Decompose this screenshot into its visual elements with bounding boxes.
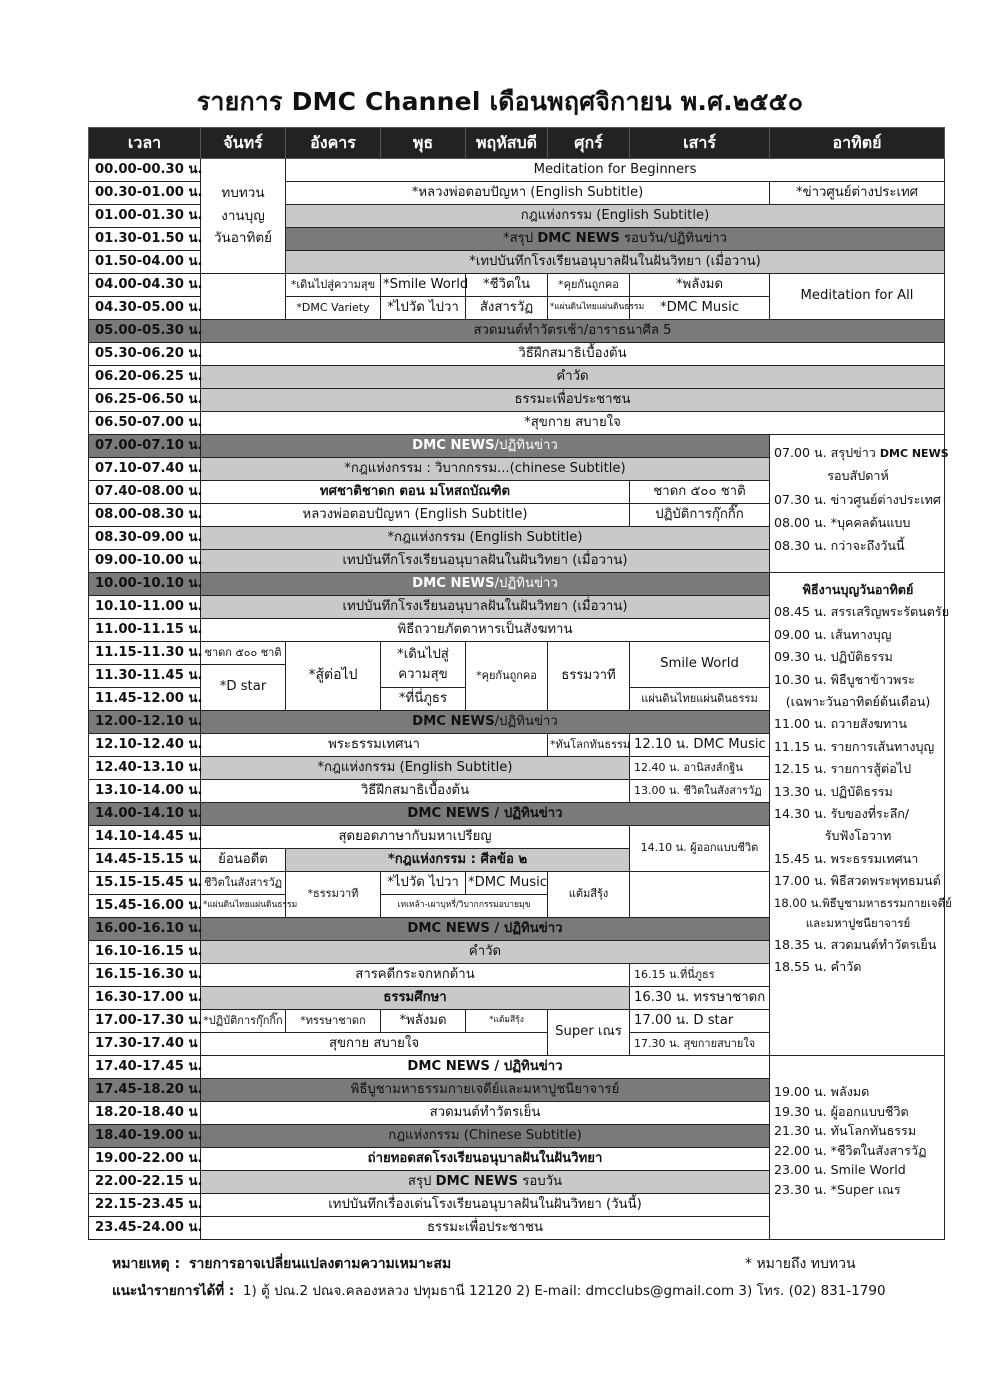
sunday-ceremony-title: พิธีงานบุญวันอาทิตย์: [802, 582, 914, 597]
program-cell: ธรรมะเพื่อประชาชน: [201, 389, 945, 412]
sunday-line: และมหาปูชนียาจารย์: [805, 916, 911, 931]
program-cell: Super เณร: [548, 1010, 630, 1056]
footer-note-text: รายการอาจเปลี่ยนแปลงตามความเหมาะสม: [189, 1256, 452, 1272]
program-cell: *แผ่นดินไทยแผ่นดินธรรม: [201, 895, 286, 918]
footer-contact-label: แนะนำรายการได้ที่ :: [112, 1283, 235, 1299]
sunday-line: 11.00 น. ถวายสังฆทาน: [774, 716, 907, 732]
program-cell: ธรรมวาที: [548, 642, 630, 711]
mon-rerun-line: งานบุญ: [221, 207, 265, 224]
time-cell: 10.10-11.00 น.: [89, 596, 201, 619]
dmc-news-text: DMC NEWS: [435, 1173, 519, 1189]
program-cell: *พลังมด: [630, 274, 770, 297]
time-cell: 18.20-18.40 น: [89, 1102, 201, 1125]
header-wednesday: พุธ: [381, 128, 466, 159]
time-cell: 07.10-07.40 น.: [89, 458, 201, 481]
program-cell: [286, 228, 945, 251]
time-cell: 08.00-08.30 น.: [89, 504, 201, 527]
program-text: รอบวัน/ปฏิทินข่าว: [619, 230, 727, 246]
dmc-news-text: DMC NEWS: [412, 437, 495, 453]
program-cell: 12.10 น. DMC Music: [630, 734, 770, 757]
sunday-line: 07.30 น. ข่าวศูนย์ต่างประเทศ: [774, 491, 941, 507]
schedule-row: [89, 573, 945, 596]
sunday-line: 12.15 น. รายการสู้ต่อไป: [774, 761, 912, 777]
sunday-line: 08.30 น. กว่าจะถึงวันนี้: [774, 538, 905, 554]
schedule-row: [89, 343, 945, 366]
program-cell: *กฎแห่งกรรม : ศีลข้อ ๒: [286, 849, 630, 872]
sunday-line: 21.30 น. ทันโลกทันธรรม: [774, 1123, 917, 1139]
program-cell: 16.15 น.ที่นี่ภูธร: [630, 964, 770, 987]
time-cell: 09.00-10.00 น.: [89, 550, 201, 573]
program-text: *เดินไปสู่: [397, 646, 449, 662]
time-cell: 06.50-07.00 น.: [89, 412, 201, 435]
program-cell: 17.30 น. สุขกายสบายใจ: [630, 1033, 770, 1056]
sunday-line: 18.00 น.พิธีบูชามหาธรรมกายเจดีย์: [774, 895, 952, 910]
footer-contact-text: 1) ตู้ ปณ.2 ปณจ.คลองหลวง ปทุมธานี 12120 2) E-mail: dmcclubs@gmail.com 3) โทร. (02) 831-1790: [242, 1283, 886, 1299]
program-cell: ชาดก ๕๐๐ ชาติ: [630, 481, 770, 504]
header-tuesday: อังคาร: [286, 128, 381, 159]
time-cell: 23.45-24.00 น.: [89, 1217, 201, 1240]
time-cell: 00.30-01.00 น.: [89, 182, 201, 205]
program-cell: 12.40 น. อานิสงส์กฐิน: [630, 757, 770, 780]
time-cell: 17.00-17.30 น.: [89, 1010, 201, 1033]
program-cell-sunday: *ข่าวศูนย์ต่างประเทศ: [770, 182, 945, 205]
program-cell: พิธีถวายภัตตาหารเป็นสังฆทาน: [201, 619, 770, 642]
program-text: ความสุข: [398, 666, 448, 682]
sunday-line: 17.00 น. พิธีสวดพระพุทธมนต์: [774, 873, 941, 889]
sunday-line: 14.30 น. รับของที่ระลึก/: [774, 806, 910, 822]
program-cell: สารคดีกระจกหกด้าน: [201, 964, 630, 987]
program-text: /ปฏิทินข่าว: [494, 575, 558, 591]
program-cell: Smile World: [630, 642, 770, 688]
program-cell: วิธีฝึกสมาธิเบื้องต้น: [201, 343, 945, 366]
program-cell: *D star: [201, 665, 286, 711]
mon-rerun-line: วันอาทิตย์: [213, 230, 273, 247]
header-thursday: พฤหัสบดี: [466, 128, 548, 159]
program-cell: Meditation for Beginners: [286, 159, 945, 182]
program-cell: ธรรมศึกษา: [201, 987, 630, 1010]
time-cell: 06.25-06.50 น.: [89, 389, 201, 412]
time-cell: 16.30-17.00 น.: [89, 987, 201, 1010]
program-cell: *ทรรษาชาดก: [286, 1010, 381, 1033]
sunday-line: 10.30 น. พิธีบูชาข้าวพระ: [774, 671, 915, 687]
program-cell: *DMC Music: [466, 872, 548, 895]
program-text: รอบวัน: [518, 1173, 563, 1189]
sunday-line: รับฟังโอวาท: [824, 828, 892, 844]
program-cell: *กฎแห่งกรรม (English Subtitle): [201, 527, 770, 550]
program-cell: หลวงพ่อตอบปัญหา (English Subtitle): [201, 504, 630, 527]
program-cell: ชีวิตในสังสารวัฏ: [201, 872, 286, 895]
time-cell: 12.10-12.40 น.: [89, 734, 201, 757]
time-cell: 14.00-14.10 น.: [89, 803, 201, 826]
program-cell: แต้มสีรุ้ง: [548, 872, 630, 918]
sunday-line: 22.00 น. *ชีวิตในสังสารวัฏ: [774, 1142, 927, 1158]
monday-rerun-block: [201, 159, 286, 274]
time-cell: 08.30-09.00 น.: [89, 527, 201, 550]
monday-empty-cell: [201, 274, 286, 320]
time-cell: 16.15-16.30 น.: [89, 964, 201, 987]
program-cell: *ทันโลกทันธรรม: [548, 734, 630, 757]
schedule-row: [89, 320, 945, 343]
sunday-text: 07.00 น. สรุปข่าว: [774, 445, 880, 460]
program-cell: ย้อนอดีต: [201, 849, 286, 872]
program-cell: เทปบันทึกเรื่องเด่นโรงเรียนอนุบาลฝันในฝันวิทยา (วันนี้): [201, 1194, 770, 1217]
program-cell: [201, 711, 770, 734]
program-cell: *แต้มสีรุ้ง: [466, 1010, 548, 1033]
mon-rerun-line: ทบทวน: [221, 184, 265, 201]
schedule-row: [89, 159, 945, 182]
time-cell: 14.45-15.15 น.: [89, 849, 201, 872]
header-sunday: อาทิตย์: [770, 128, 945, 159]
sunday-line: 09.00 น. เส้นทางบุญ: [774, 626, 892, 642]
program-cell: กฎแห่งกรรม (Chinese Subtitle): [201, 1125, 770, 1148]
page-title: รายการ DMC Channel เดือนพฤศจิกายน พ.ศ.๒๕๕๐: [196, 87, 804, 116]
time-cell: 11.15-11.30 น.: [89, 642, 201, 665]
dmc-news-text: DMC NEWS: [412, 575, 495, 591]
time-cell: 15.15-15.45 น.: [89, 872, 201, 895]
program-cell: *ปฏิบัติการกุ๊กกิ๊ก: [201, 1010, 286, 1033]
program-cell: 13.00 น. ชีวิตในสังสารวัฏ: [630, 780, 770, 803]
header-saturday: เสาร์: [630, 128, 770, 159]
program-cell: *กฎแห่งกรรม (English Subtitle): [201, 757, 630, 780]
time-cell: 17.45-18.20 น.: [89, 1079, 201, 1102]
program-cell: *Smile World: [381, 274, 466, 297]
program-cell: [381, 642, 466, 688]
schedule-row: [89, 1056, 945, 1079]
program-cell: *ที่นี่ภูธร: [381, 688, 466, 711]
program-cell: *เดินไปสู่ความสุข: [286, 274, 381, 297]
time-cell: 16.10-16.15 น.: [89, 941, 201, 964]
sunday-line: 11.15 น. รายการเส้นทางบุญ: [774, 738, 935, 754]
program-cell: ชาดก ๕๐๐ ชาติ: [201, 642, 286, 665]
program-cell: [201, 573, 770, 596]
time-cell: 11.00-11.15 น.: [89, 619, 201, 642]
time-cell: 11.30-11.45 น.: [89, 665, 201, 688]
schedule-row: [89, 412, 945, 435]
program-text: สรุป: [407, 1173, 436, 1189]
time-cell: 01.50-04.00 น.: [89, 251, 201, 274]
sunday-line: 08.45 น. สรรเสริญพระรัตนตรัย: [774, 604, 950, 620]
sunday-line: 19.00 น. พลังมด: [774, 1084, 870, 1099]
sunday-line: รอบสัปดาห์: [827, 468, 889, 484]
program-cell: *ธรรมวาที: [286, 872, 381, 918]
program-cell: ถ่ายทอดสดโรงเรียนอนุบาลฝันในฝันวิทยา: [201, 1148, 770, 1171]
time-cell: 12.00-12.10 น.: [89, 711, 201, 734]
program-cell: *ชีวิตใน: [466, 274, 548, 297]
time-cell: 10.00-10.10 น.: [89, 573, 201, 596]
program-cell: *คุยกันถูกคอ: [548, 274, 630, 297]
time-cell: 11.45-12.00 น.: [89, 688, 201, 711]
program-cell: *ไปวัด ไปวา: [381, 297, 466, 320]
program-text: /ปฏิทินข่าว: [494, 713, 558, 729]
time-cell: 01.30-01.50 น.: [89, 228, 201, 251]
footer-contact: [112, 1279, 886, 1301]
time-cell: 16.00-16.10 น.: [89, 918, 201, 941]
program-cell: *DMC Music: [630, 297, 770, 320]
sunday-line: [774, 441, 949, 464]
dmc-news-text: DMC NEWS: [412, 713, 495, 729]
schedule-row: [89, 389, 945, 412]
program-cell: *ไปวัด ไปวา: [381, 872, 466, 895]
sunday-line: 18.55 น. คำวัด: [774, 959, 862, 975]
time-cell: 06.20-06.25 น.: [89, 366, 201, 389]
program-cell: สวดมนต์ทำวัตรเย็น: [201, 1102, 770, 1125]
sunday-line: 13.30 น. ปฏิบัติธรรม: [774, 783, 893, 799]
program-cell: สวดมนต์ทำวัตรเช้า/อาราธนาศีล 5: [201, 320, 945, 343]
program-cell: พระธรรมเทศนา: [201, 734, 548, 757]
program-cell: สังสารวัฏ: [466, 297, 548, 320]
schedule-table: [88, 127, 952, 1240]
sunday-line: 23.30 น. *Super เณร: [774, 1181, 901, 1197]
time-cell: 22.00-22.15 น.: [89, 1171, 201, 1194]
dmc-news-text: DMC NEWS: [537, 230, 620, 246]
time-cell: 05.00-05.30 น.: [89, 320, 201, 343]
schedule-row: [89, 274, 945, 297]
program-cell: 16.30 น. ทรรษาชาดก: [630, 987, 770, 1010]
header-monday: จันทร์: [201, 128, 286, 159]
footer-asterisk-note: * หมายถึง ทบทวน: [745, 1256, 856, 1272]
program-cell: สุขกาย สบายใจ: [201, 1033, 548, 1056]
sunday-ceremony-block: [770, 573, 952, 1056]
time-cell: 01.00-01.30 น.: [89, 205, 201, 228]
program-cell: DMC NEWS / ปฏิทินข่าว: [201, 1056, 770, 1079]
time-cell: 13.10-14.00 น.: [89, 780, 201, 803]
program-cell: ธรรมะเพื่อประชาชน: [201, 1217, 770, 1240]
program-cell: เทปบันทึกโรงเรียนอนุบาลฝันในฝันวิทยา (เมื่อวาน): [201, 596, 770, 619]
time-cell: 07.40-08.00 น.: [89, 481, 201, 504]
program-cell: *หลวงพ่อตอบปัญหา (English Subtitle): [286, 182, 770, 205]
program-cell: วิธีฝึกสมาธิเบื้องต้น: [201, 780, 630, 803]
time-cell: 18.40-19.00 น.: [89, 1125, 201, 1148]
program-cell: พิธีบูชามหาธรรมกายเจดีย์และมหาปูชนียาจารย์: [201, 1079, 770, 1102]
header-friday: ศุกร์: [548, 128, 630, 159]
program-cell-sunday: Meditation for All: [770, 274, 945, 320]
program-cell: *DMC Variety: [286, 297, 381, 320]
header-time: เวลา: [89, 128, 201, 159]
program-cell: *เทปบันทึกโรงเรียนอนุบาลฝันในฝันวิทยา (เมื่อวาน): [286, 251, 945, 274]
time-cell: 19.00-22.00 น.: [89, 1148, 201, 1171]
program-cell: สุดยอดภาษากับมหาเปรียญ: [201, 826, 630, 849]
program-cell: [201, 1171, 770, 1194]
sunday-line: 09.30 น. ปฏิบัติธรรม: [774, 649, 893, 665]
time-cell: 15.45-16.00 น.: [89, 895, 201, 918]
program-cell: คำวัด: [201, 941, 770, 964]
time-cell: 17.30-17.40 น: [89, 1033, 201, 1056]
sunday-line: 18.35 น. สวดมนต์ทำวัตรเย็น: [774, 936, 937, 952]
program-cell: คำวัด: [201, 366, 945, 389]
program-cell: *สู้ต่อไป: [286, 642, 381, 711]
header-row: [89, 128, 945, 159]
program-cell: *สุขกาย สบายใจ: [201, 412, 945, 435]
program-cell: ปฏิบัติการกุ๊กกิ๊ก: [630, 504, 770, 527]
program-text: *สรุป: [503, 230, 538, 246]
schedule-row: [89, 366, 945, 389]
program-text: /ปฏิทินข่าว: [494, 437, 558, 453]
program-cell: *แผ่นดินไทยแผ่นดินธรรม: [548, 297, 630, 320]
schedule-row: [89, 435, 945, 458]
time-cell: 12.40-13.10 น.: [89, 757, 201, 780]
time-cell: 00.00-00.30 น.: [89, 159, 201, 182]
sunday-line: 23.00 น. Smile World: [774, 1162, 906, 1178]
program-cell: [201, 435, 770, 458]
sunday-line: 19.30 น. ผู้ออกแบบชีวิต: [774, 1103, 909, 1119]
time-cell: 17.40-17.45 น.: [89, 1056, 201, 1079]
footer-note-label: หมายเหตุ :: [112, 1256, 181, 1272]
dmc-news-text: DMC NEWS: [879, 447, 949, 460]
time-cell: 04.00-04.30 น.: [89, 274, 201, 297]
program-cell: เทเหล้า-เผาบุหรี่/วิบากกรรมอบายมุข: [381, 895, 548, 918]
program-cell: แผ่นดินไทยแผ่นดินธรรม: [630, 688, 770, 711]
time-cell: 14.10-14.45 น.: [89, 826, 201, 849]
program-cell: 14.10 น. ผู้ออกแบบชีวิต: [630, 826, 770, 872]
sunday-line: (เฉพาะวันอาทิตย์ต้นเดือน): [785, 694, 931, 710]
time-cell: 22.15-23.45 น.: [89, 1194, 201, 1217]
program-cell: DMC NEWS / ปฏิทินข่าว: [201, 803, 770, 826]
time-cell: 04.30-05.00 น.: [89, 297, 201, 320]
program-cell: *กฎแห่งกรรม : วิบากกรรม...(chinese Subtitle): [201, 458, 770, 481]
program-cell: เทปบันทึกโรงเรียนอนุบาลฝันในฝันวิทยา (เมื่อวาน): [201, 550, 770, 573]
sunday-morning-block: [770, 435, 949, 573]
program-cell: DMC NEWS / ปฏิทินข่าว: [201, 918, 770, 941]
time-cell: 05.30-06.20 น.: [89, 343, 201, 366]
time-cell: 07.00-07.10 น.: [89, 435, 201, 458]
program-cell: ทศชาติชาดก ตอน มโหสถบัณฑิต: [201, 481, 630, 504]
program-cell: *พลังมด: [381, 1010, 466, 1033]
sunday-line: 15.45 น. พระธรรมเทศนา: [774, 850, 919, 866]
sunday-line: 08.00 น. *บุคคลต้นแบบ: [774, 514, 911, 530]
program-cell: กฎแห่งกรรม (English Subtitle): [286, 205, 945, 228]
program-cell: *คุยกันถูกคอ: [466, 642, 548, 711]
program-cell: 17.00 น. D star: [630, 1010, 770, 1033]
sunday-evening-block: [770, 1056, 945, 1240]
footer-note: [112, 1253, 451, 1275]
